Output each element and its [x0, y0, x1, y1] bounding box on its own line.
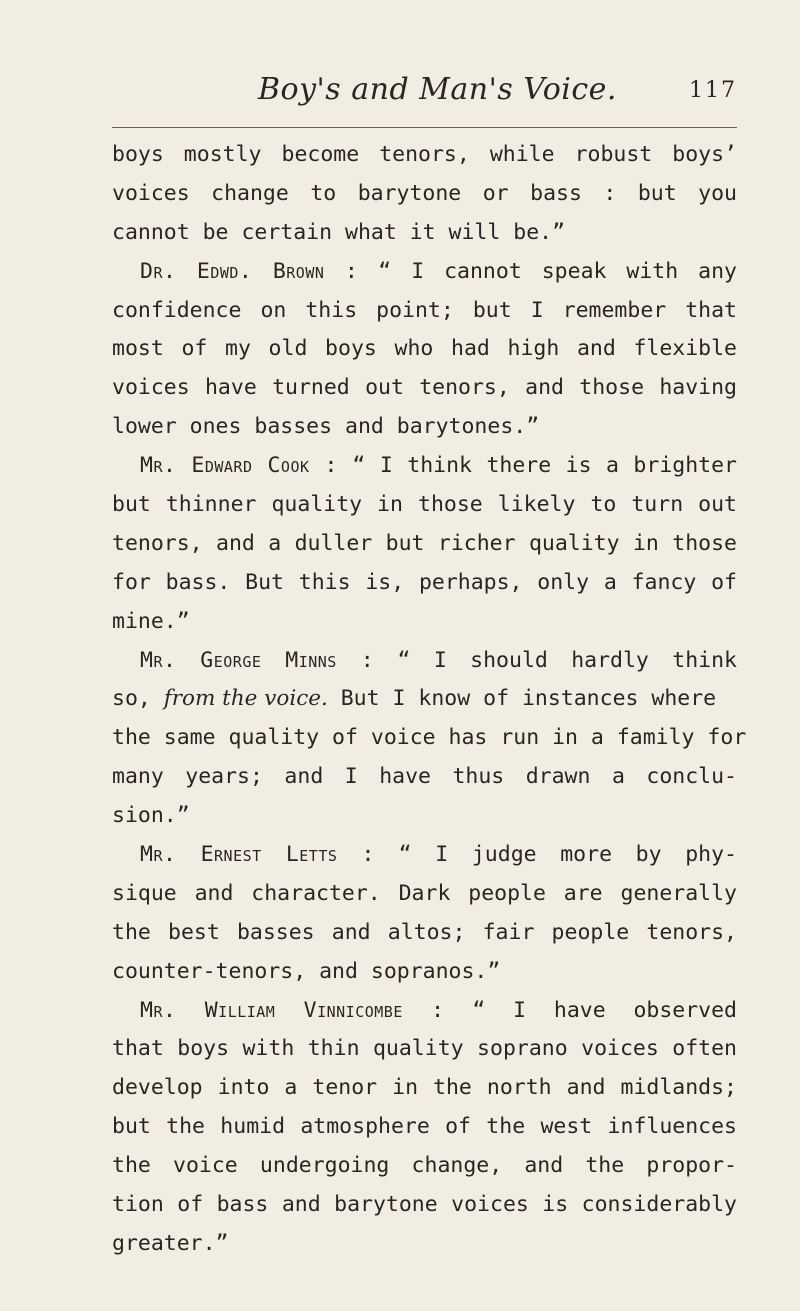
- page-number: 117: [689, 78, 737, 103]
- page-header: [112, 72, 737, 112]
- text-line: Dr. Edwd. Brown : “ I cannot speak with any: [140, 258, 737, 284]
- text-line: lower ones basses and barytones.”: [112, 414, 540, 440]
- text-line: Mr. William Vinnicombe : “ I have observed: [140, 997, 738, 1023]
- text-line: counter-tenors, and sopranos.”: [112, 958, 501, 984]
- text-line: greater.”: [112, 1230, 229, 1256]
- header-rule: [112, 127, 737, 128]
- text-line: so, from the voice. But I know of instances where: [112, 686, 717, 712]
- text-line: that boys with thin quality soprano voices often: [112, 1036, 737, 1062]
- paragraph: [112, 136, 737, 253]
- paragraph: [112, 836, 737, 992]
- text-line: tion of bass and barytone voices is considerably: [112, 1192, 737, 1218]
- text-line: boys mostly become tenors, while robust boys’: [112, 142, 737, 167]
- text-line: tenors, and a duller but richer quality in those: [112, 530, 737, 556]
- text-line: many years; and I have thus drawn a conclu-: [112, 764, 737, 790]
- text-line: cannot be certain what it will be.”: [112, 219, 566, 245]
- paragraph: [112, 447, 737, 641]
- text-line: confidence on this point; but I remember that: [112, 297, 737, 323]
- text-line: Mr. Ernest Letts : “ I judge more by phy-: [140, 842, 737, 868]
- text-line: sique and character. Dark people are generally: [112, 880, 737, 906]
- paragraph: [112, 642, 747, 836]
- text-line: for bass. But this is, perhaps, only a fancy of: [112, 569, 737, 595]
- speaker-name: Mr. William Vinnicombe :: [140, 997, 445, 1023]
- speaker-name: Dr. Edwd. Brown :: [140, 258, 359, 284]
- paragraph: [112, 992, 737, 1264]
- text-line: Mr. George Minns : “ I should hardly think: [140, 647, 737, 673]
- paragraph: [112, 253, 737, 447]
- text-line: Mr. Edward Cook : “ I think there is a brighter: [140, 453, 737, 479]
- text-line: mine.”: [112, 608, 190, 634]
- text-line: most of my old boys who had high and flexible: [112, 336, 737, 362]
- text-line: the best basses and altos; fair people tenors,: [112, 919, 737, 945]
- text-line: voices change to barytone or bass : but you: [112, 180, 737, 206]
- text-line: develop into a tenor in the north and midlands;: [112, 1075, 737, 1101]
- text-line: sion.”: [112, 803, 190, 829]
- text-line: voices have turned out tenors, and those having: [112, 375, 737, 401]
- speaker-name: Mr. George Minns :: [140, 647, 375, 673]
- book-page: [112, 72, 747, 1256]
- text-line: the same quality of voice has run in a family for: [112, 725, 747, 751]
- speaker-name: Mr. Edward Cook :: [140, 453, 338, 479]
- running-title: Boy's and Man's Voice.: [258, 72, 617, 107]
- text-line: but the humid atmosphere of the west influences: [112, 1114, 737, 1140]
- speaker-name: Mr. Ernest Letts :: [140, 842, 375, 868]
- text-line: but thinner quality in those likely to turn out: [112, 492, 737, 518]
- text-line: the voice undergoing change, and the propor-: [112, 1153, 737, 1179]
- italic-phrase: from the voice.: [163, 686, 328, 712]
- body-text: [112, 136, 747, 1264]
